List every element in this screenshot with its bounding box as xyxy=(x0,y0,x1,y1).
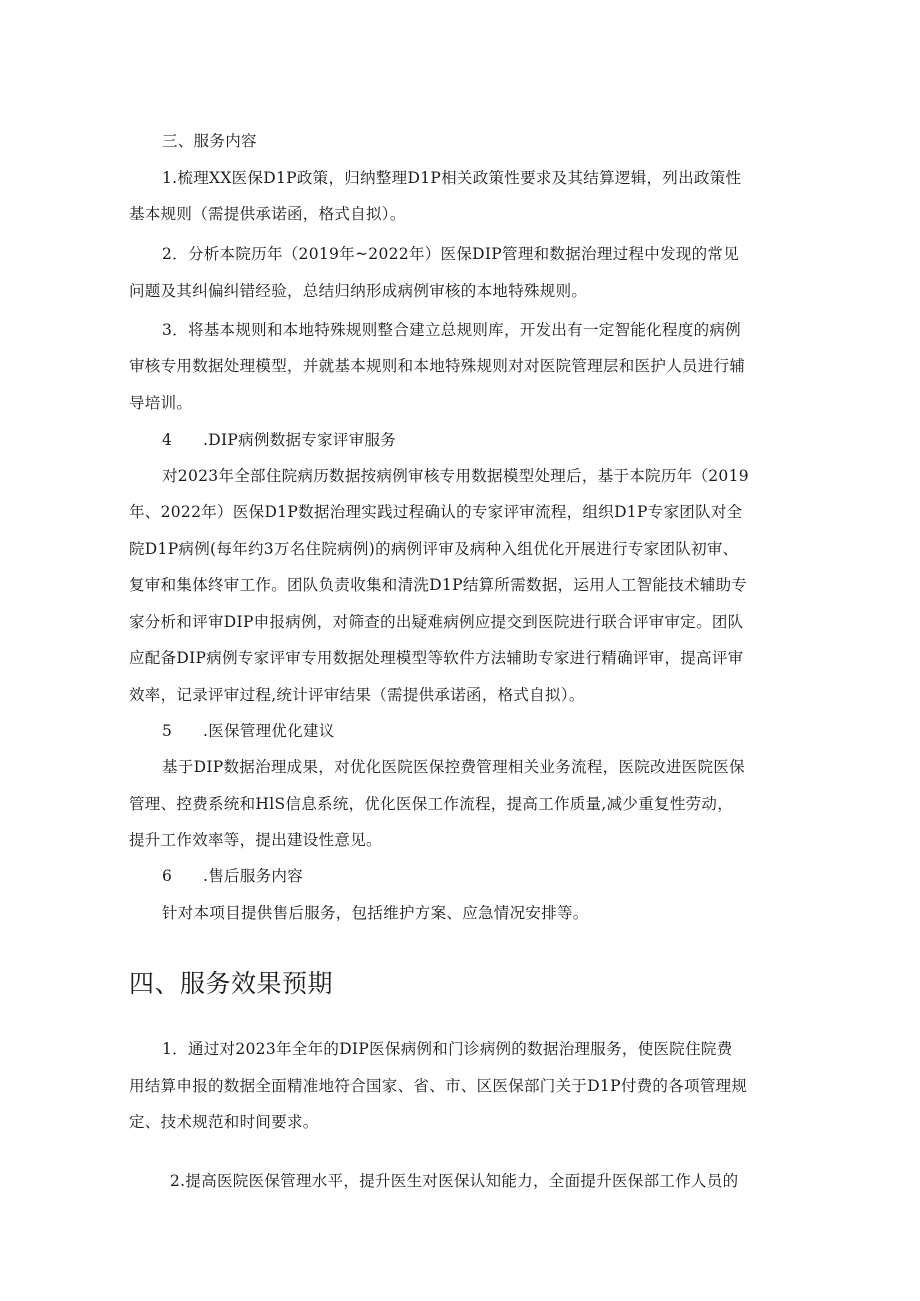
paragraph-line: 2.提高医院医保管理水平，提升医生对医保认知能力，全面提升医保部工作人员的 xyxy=(170,1172,739,1190)
paragraph-line: 针对本项目提供售后服务，包括维护方案、应急情况安排等。 xyxy=(162,904,589,922)
paragraph-line: 管理、控费系统和HlS信息系统，优化医保工作流程，提高工作质量,减少重复性劳动， xyxy=(129,795,734,813)
item-number: 5 xyxy=(162,722,173,740)
section-heading-service-content: 三、服务内容 xyxy=(162,132,257,150)
paragraph-line: 家分析和评审DIP申报病例，对筛查的出疑难病例应提交到医院进行联合评审审定。团队 xyxy=(129,613,744,631)
paragraph-line: 应配备DIP病例专家评审专用数据处理模型等软件方法辅助专家进行精确评审，提高评审 xyxy=(129,649,744,667)
paragraph-line: 导培训。 xyxy=(129,394,193,412)
item-number: 6 xyxy=(162,867,173,885)
paragraph-line: 基于DIP数据治理成果，对优化医院医保控费管理相关业务流程，医院改进医院医保 xyxy=(162,758,745,776)
paragraph-line: 1.梳理XX医保D1P政策，归纳整理D1P相关政策性要求及其结算逻辑，列出政策性 xyxy=(162,169,742,187)
section-heading-service-effect: 四、服务效果预期 xyxy=(129,969,334,998)
paragraph-line: 3．将基本规则和本地特殊规则整合建立总规则库，开发出有一定智能化程度的病例 xyxy=(162,321,741,339)
paragraph-line: 问题及其纠偏纠错经验，总结归纳形成病例审核的本地特殊规则。 xyxy=(129,282,588,300)
paragraph-line: 提升工作效率等，提出建设性意见。 xyxy=(129,831,382,849)
paragraph-line: 2．分析本院历年（2019年~2022年）医保DIP管理和数据治理过程中发现的常见 xyxy=(162,245,740,263)
paragraph-line: 院D1P病例(每年约3万名住院病例)的病例评审及病种入组优化开展进行专家团队初审、 xyxy=(129,540,739,558)
paragraph-line: 用结算申报的数据全面精准地符合国家、省、市、区医保部门关于D1P付费的各项管理规 xyxy=(129,1077,748,1095)
paragraph-line: 效率，记录评审过程,统计评审结果（需提供承诺函，格式自拟）。 xyxy=(129,686,585,704)
item-title: .医保管理优化建议 xyxy=(203,722,335,740)
paragraph-line: 对2023年全部住院病历数据按病例审核专用数据模型处理后，基于本院历年（2019 xyxy=(162,467,749,485)
paragraph-line: 基本规则（需提供承诺函，格式自拟）。 xyxy=(129,205,406,223)
paragraph-line: 复审和集体终审工作。团队负责收集和清洗D1P结算所需数据，运用人工智能技术辅助专 xyxy=(129,576,748,594)
paragraph-line: 定、技术规范和时间要求。 xyxy=(129,1113,319,1131)
item-number: 4 xyxy=(162,431,173,449)
item-title: .DIP病例数据专家评审服务 xyxy=(203,431,397,449)
paragraph-line: 1．通过对2023年全年的DIP医保病例和门诊病例的数据治理服务，使医院住院费 xyxy=(162,1040,733,1058)
paragraph-line: 年、2022年）医保D1P数据治理实践过程确认的专家评审流程，组织D1P专家团队对全 xyxy=(129,503,743,521)
paragraph-line: 审核专用数据处理模型，并就基本规则和本地特殊规则对对医院管理层和医护人员进行辅 xyxy=(129,357,746,375)
item-title: .售后服务内容 xyxy=(203,867,304,885)
